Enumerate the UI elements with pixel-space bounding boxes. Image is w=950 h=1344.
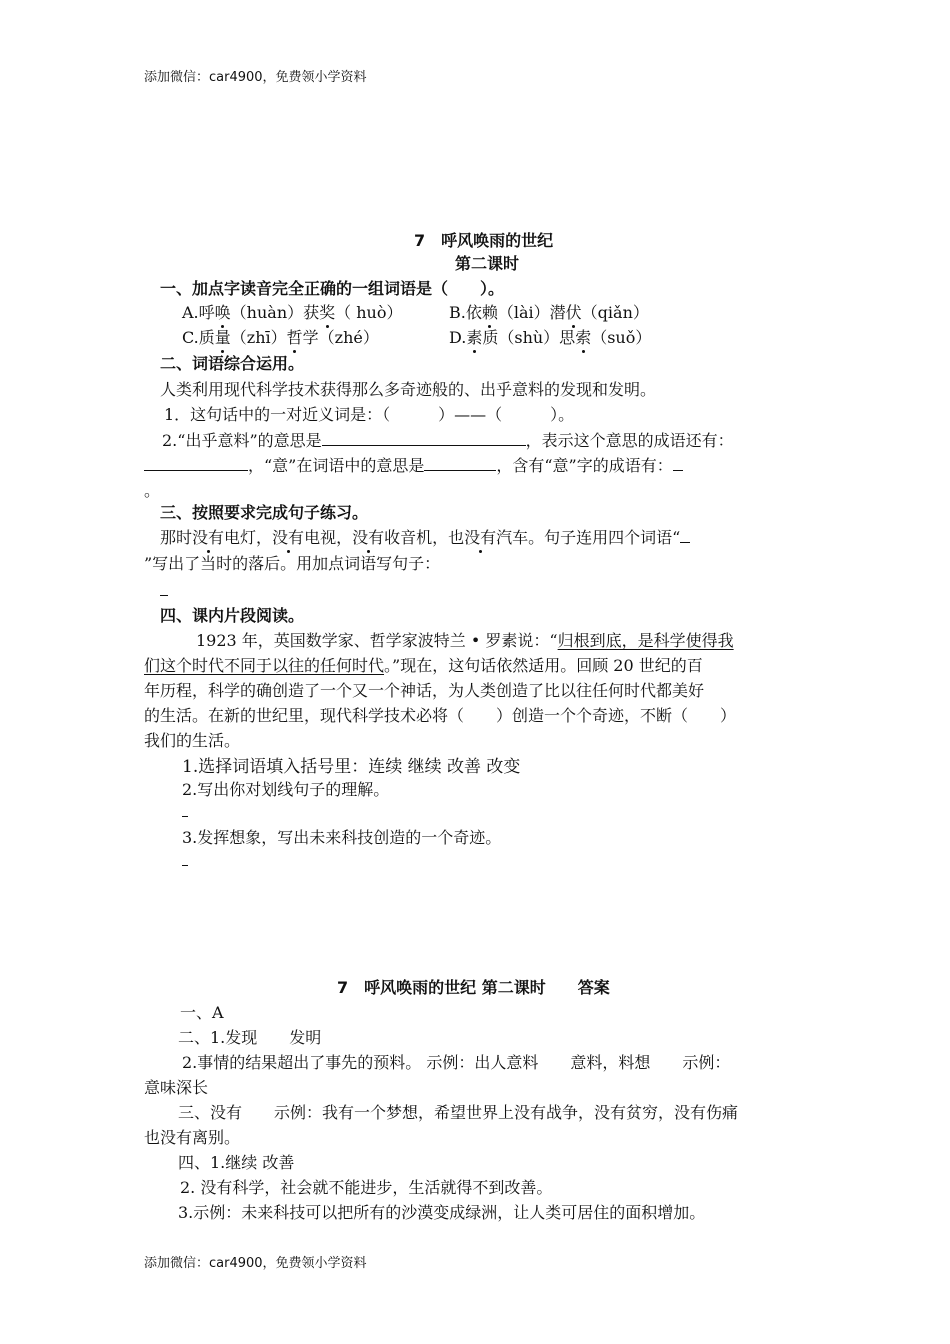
q4-item1: 1.选择词语填入括号里：连续 继续 改善 改变	[182, 757, 521, 777]
q4-passage-line1: 1923 年，英国数学家、哲学家波特兰 • 罗素说：“归根到底，是科学使得我	[196, 631, 734, 650]
q1-option-d: D.素质（shù）思索（suǒ）	[449, 328, 652, 347]
q4-passage-line4: 的生活。在新的世纪里，现代科学技术必将（ ）创造一个个奇迹，不断（ ）	[144, 706, 737, 725]
q1-option-a: A.呼唤（huàn）获奖（ huò）	[182, 303, 403, 322]
q2-item2-line1: 2.“出乎意料”的意思是 ，表示这个意思的成语还有：	[162, 431, 734, 450]
q1-option-b: B.依赖（lài）潜伏（qiǎn）	[449, 303, 649, 322]
q4-passage-line3: 年历程，科学的确创造了一个又一个神话，为人类创造了比以往任何时代都美好	[144, 681, 705, 700]
q4-item3-answer-line	[182, 865, 188, 866]
q3-sentence-line1: 那时没有电灯，没有电视，没有收音机，也没有汽车。句子连用四个词语“	[160, 525, 690, 548]
q2-item1: 1．这句话中的一对近义词是：（ ）——（ ）。	[164, 405, 575, 424]
q4-passage-line5: 我们的生活。	[144, 731, 241, 750]
answer-2: 二、1.发现 发明	[178, 1028, 322, 1047]
q4-passage-line2: 们这个时代不同于以往的任何时代。”现在，这句话依然适用。回顾 20 世纪的百	[144, 656, 703, 675]
q3-answer-blank	[160, 594, 168, 596]
q2-item2-end: 。	[144, 481, 161, 500]
q1-option-c: C.质量（zhī）哲学（zhé）	[182, 328, 379, 347]
q3-sentence-line2: ”写出了当时的落后。用加点词语写句子：	[144, 554, 441, 573]
answer-7: 3.示例：未来科技可以把所有的沙漠变成绿洲，让人类可居住的面积增加。	[178, 1203, 706, 1222]
q1-heading: 一、加点字读音完全正确的一组词语是（ ）。	[160, 279, 505, 298]
page-subtitle: 第二课时	[455, 254, 520, 273]
q2-item2-line2: ，“意”在词语中的意思是 ，含有“意”字的成语有：	[144, 453, 683, 476]
answer-5: 四、1.继续 改善	[178, 1153, 295, 1172]
answer-3-line1: 2.事情的结果超出了事先的预料。 示例：出人意料 意料，料想 示例：	[182, 1053, 731, 1072]
page-title: 7 呼风唤雨的世纪	[414, 231, 554, 250]
q4-item3: 3.发挥想象，写出未来科技创造的一个奇迹。	[182, 828, 502, 847]
q3-heading: 三、按照要求完成句子练习。	[160, 503, 369, 522]
page-header: 添加微信：car4900，免费领小学资料	[144, 70, 367, 85]
q4-item2: 2.写出你对划线句子的理解。	[182, 780, 390, 799]
q4-heading: 四、课内片段阅读。	[160, 606, 305, 625]
answer-6: 2. 没有科学，社会就不能进步，生活就得不到改善。	[180, 1178, 553, 1197]
page-footer: 添加微信：car4900，免费领小学资料	[144, 1256, 367, 1271]
answers-title: 7 呼风唤雨的世纪 第二课时 答案	[337, 978, 610, 997]
answer-3-line2: 意味深长	[144, 1078, 209, 1097]
q2-sentence: 人类利用现代科学技术获得那么多奇迹般的、出乎意料的发现和发明。	[160, 380, 657, 399]
q4-item2-answer-line	[182, 816, 188, 817]
q2-heading: 二、词语综合运用。	[160, 354, 305, 373]
answer-1: 一、A	[180, 1003, 224, 1022]
answer-4-line1: 三、没有 示例：我有一个梦想，希望世界上没有战争，没有贫穷，没有伤痛	[178, 1103, 739, 1122]
answer-4-line2: 也没有离别。	[144, 1128, 241, 1147]
